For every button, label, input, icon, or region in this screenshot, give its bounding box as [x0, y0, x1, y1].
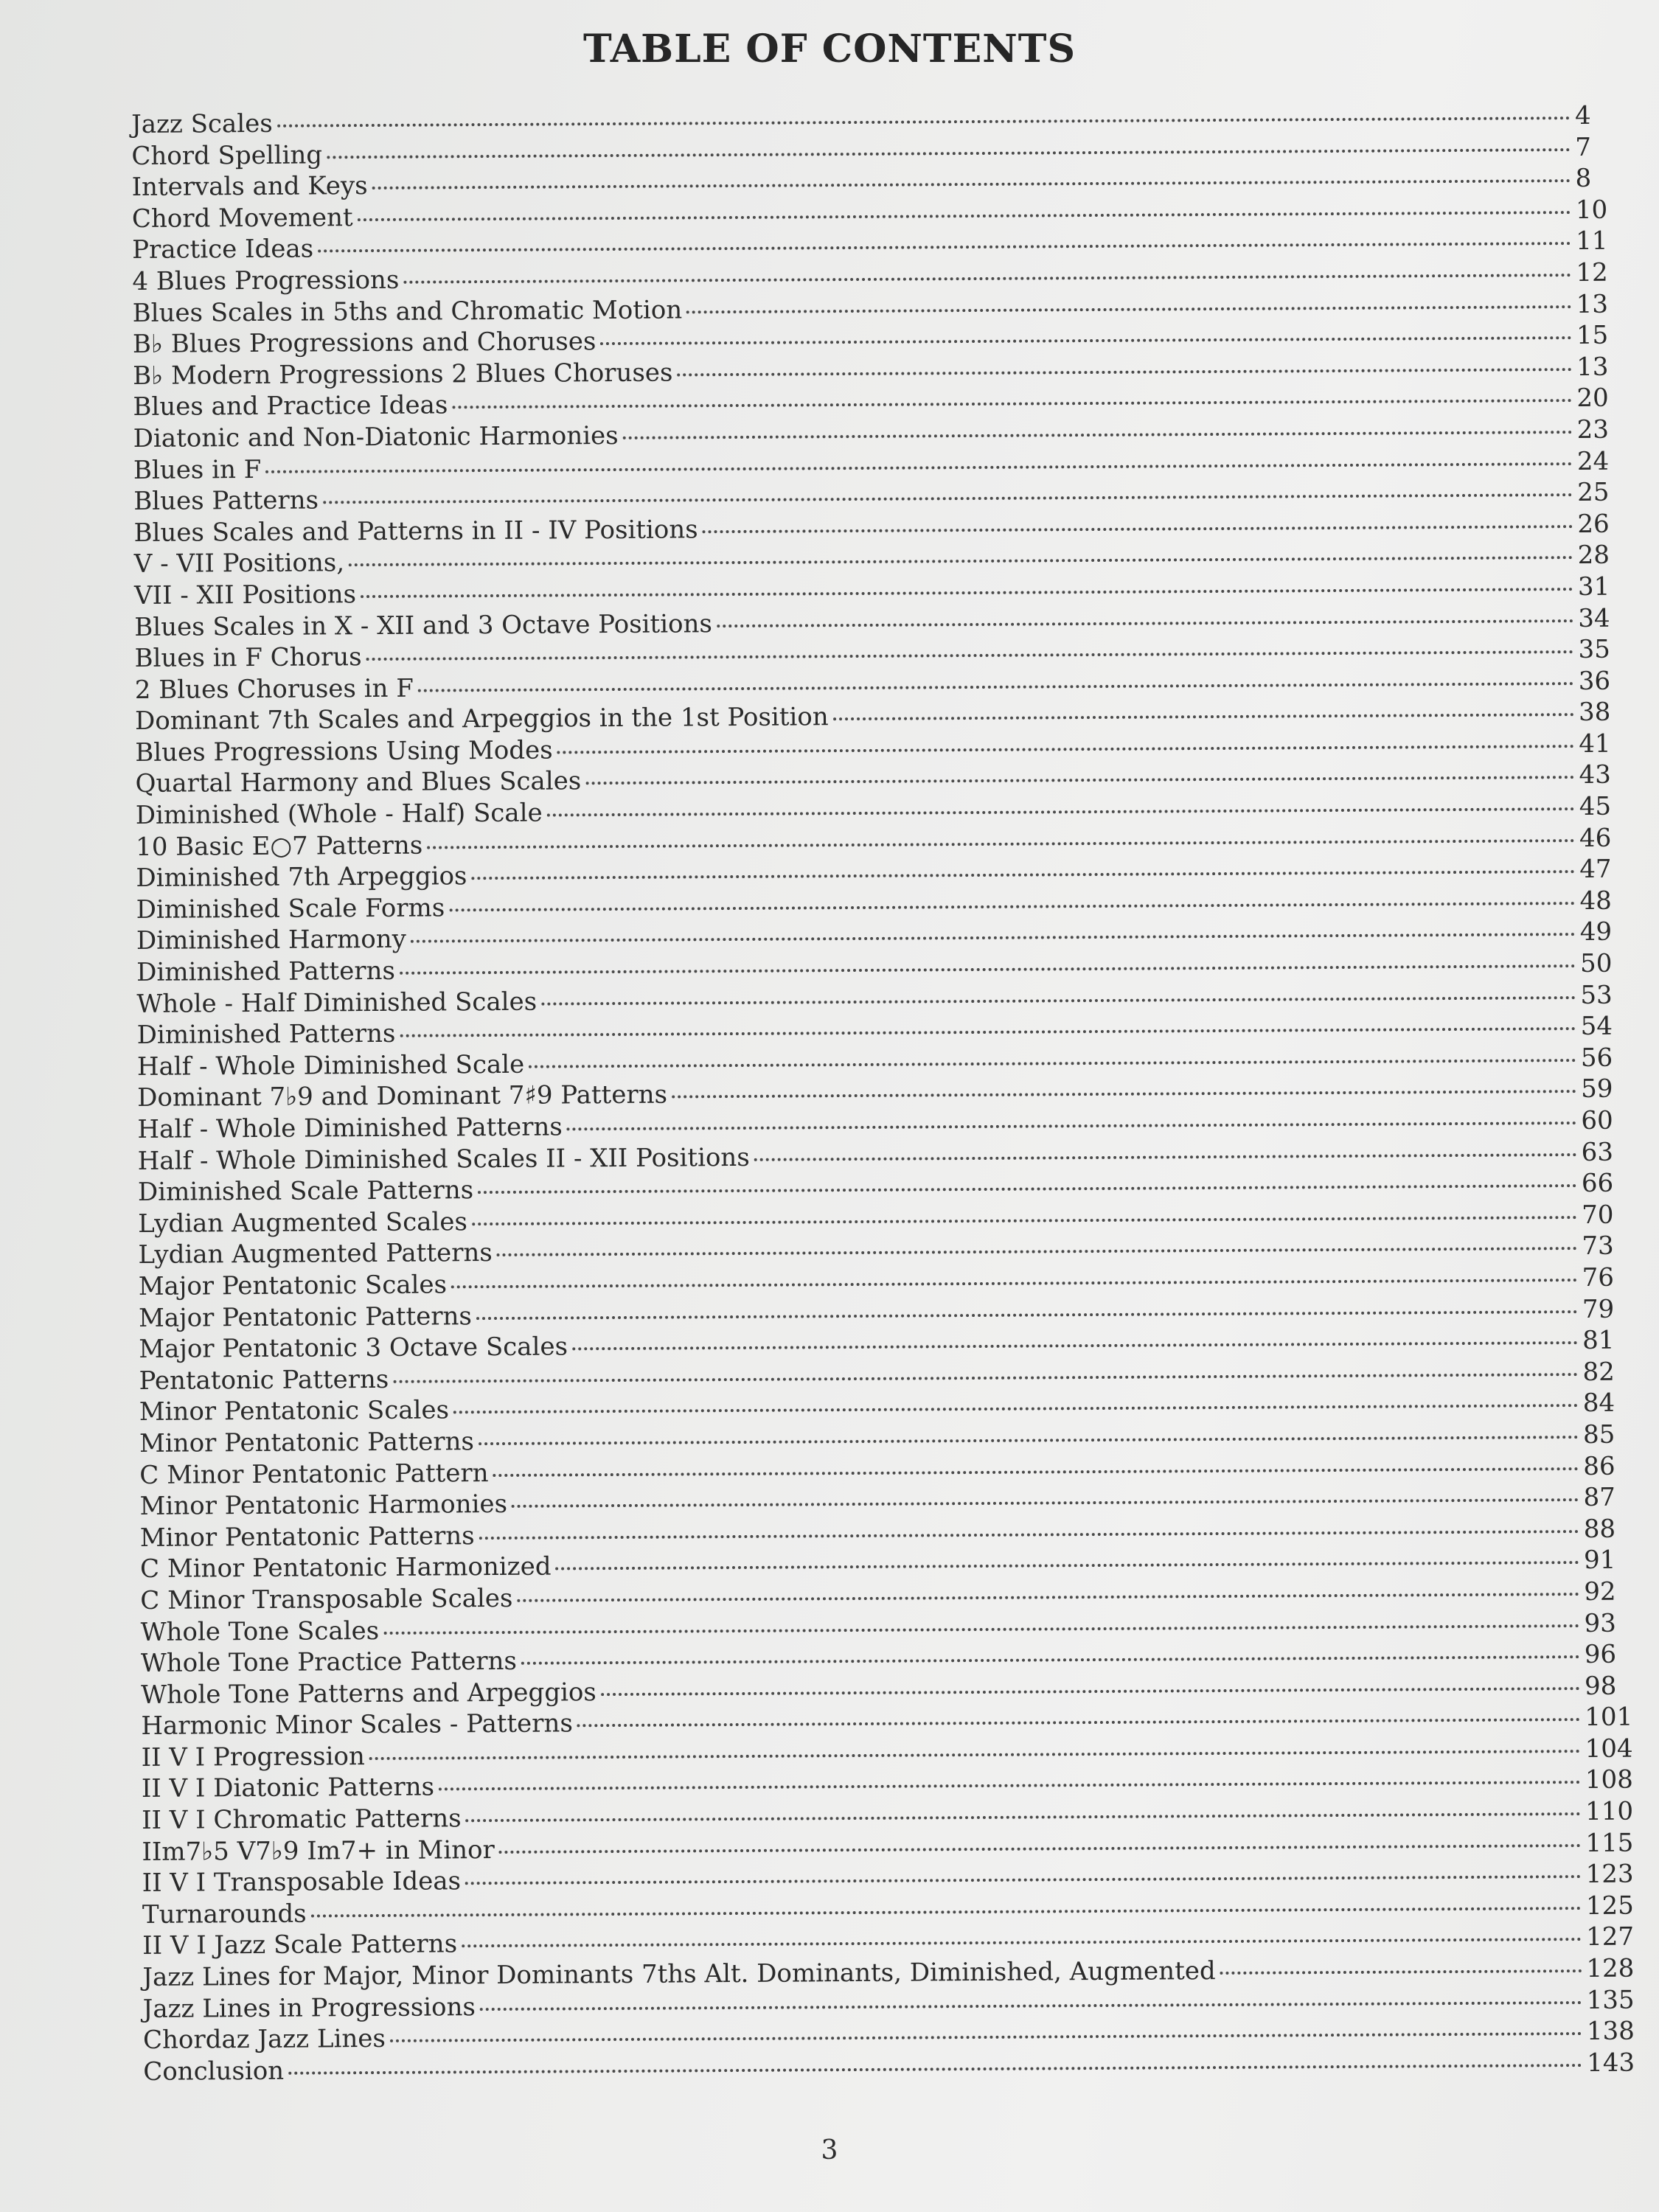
- toc-entry-title: Pentatonic Patterns: [139, 1364, 389, 1396]
- toc-entry-page: 26: [1577, 509, 1610, 539]
- dot-leader: [529, 1059, 1576, 1068]
- toc-entry-title: Minor Pentatonic Harmonies: [139, 1489, 508, 1522]
- dot-leader: [323, 493, 1573, 504]
- toc-entry-page: 46: [1579, 823, 1612, 853]
- dot-leader: [358, 211, 1571, 221]
- toc-entry-page: 104: [1585, 1733, 1633, 1764]
- dot-leader: [465, 1875, 1582, 1885]
- toc-entry-title: Blues and Practice Ideas: [133, 390, 448, 422]
- toc-entry-title: Dominant 7♭9 and Dominant 7♯9 Patterns: [137, 1079, 668, 1113]
- dot-leader: [439, 1781, 1581, 1791]
- toc-entry-page: 76: [1582, 1262, 1615, 1293]
- toc-entry-title: V - VII Positions,: [133, 548, 345, 580]
- toc-entry-page: 45: [1579, 791, 1612, 822]
- toc-entry-page: 7: [1575, 132, 1592, 162]
- dot-leader: [311, 1907, 1582, 1918]
- toc-entry-title: Half - Whole Diminished Scale: [136, 1049, 525, 1082]
- toc-entry-page: 138: [1586, 2016, 1635, 2047]
- dot-leader: [547, 807, 1575, 817]
- toc-entry-title: Half - Whole Diminished Patterns: [137, 1112, 563, 1144]
- dot-leader: [390, 2032, 1582, 2042]
- toc-entry-page: 70: [1582, 1200, 1614, 1230]
- dot-leader: [449, 902, 1575, 911]
- toc-entry-page: 53: [1580, 980, 1613, 1010]
- toc-entry-page: 50: [1579, 948, 1613, 979]
- toc-entry-title: II V I Chromatic Patterns: [142, 1804, 462, 1836]
- dot-leader: [478, 1184, 1577, 1194]
- toc-entry-page: 81: [1582, 1325, 1615, 1356]
- dot-leader: [403, 274, 1571, 284]
- toc-entry-page: 123: [1585, 1859, 1634, 1890]
- dot-leader: [383, 1624, 1579, 1635]
- toc-entry-page: 56: [1580, 1043, 1613, 1073]
- toc-entry-title: B♭ Blues Progressions and Choruses: [132, 327, 597, 360]
- dot-leader: [493, 1467, 1579, 1477]
- dot-leader: [521, 1655, 1580, 1665]
- toc-entry-title: Minor Pentatonic Patterns: [139, 1520, 475, 1553]
- dot-leader: [472, 1216, 1577, 1225]
- toc-entry-title: 4 Blues Progressions: [132, 265, 400, 296]
- toc-entry-page: 125: [1585, 1891, 1634, 1921]
- toc-entry-title: 2 Blues Choruses in F: [134, 673, 414, 705]
- dot-leader: [601, 1687, 1580, 1696]
- toc-entry-page: 8: [1575, 164, 1592, 194]
- toc-entry-page: 88: [1583, 1514, 1616, 1544]
- dot-leader: [393, 1373, 1578, 1383]
- toc-entry-page: 110: [1585, 1796, 1634, 1827]
- dot-leader: [677, 368, 1572, 376]
- toc-entry-title: Chord Movement: [131, 202, 353, 234]
- toc-entry-page: 28: [1577, 540, 1610, 571]
- toc-entry-page: 101: [1585, 1702, 1633, 1733]
- toc-entry-title: Diminished (Whole - Half) Scale: [135, 798, 543, 831]
- dot-leader: [411, 933, 1576, 943]
- toc-entry-title: Diminished Patterns: [136, 956, 396, 988]
- toc-entry-title: Major Pentatonic 3 Octave Scales: [139, 1332, 568, 1365]
- toc-entry-title: Diminished Scale Patterns: [137, 1175, 474, 1208]
- toc-entry-title: Jazz Scales: [131, 108, 273, 139]
- dot-leader: [480, 2001, 1582, 2011]
- toc-entry-page: 82: [1582, 1357, 1615, 1387]
- toc-entry-title: Harmonic Minor Scales - Patterns: [141, 1708, 573, 1742]
- toc-entry-title: Whole - Half Diminished Scales: [136, 987, 538, 1019]
- dot-leader: [369, 1750, 1581, 1760]
- toc-entry-title: Blues Scales and Patterns in II - IV Positions: [133, 515, 698, 548]
- toc-entry-page: 73: [1582, 1231, 1614, 1262]
- toc-entry-page: 91: [1583, 1545, 1616, 1576]
- toc-entry-page: 31: [1577, 571, 1610, 602]
- toc-entry-page: 87: [1583, 1482, 1615, 1513]
- dot-leader: [686, 305, 1572, 313]
- toc-entry-title: Chord Spelling: [131, 140, 323, 171]
- toc-entry-page: 85: [1582, 1419, 1615, 1450]
- toc-entry-page: 48: [1579, 886, 1612, 916]
- toc-entry-title: Blues Scales in 5ths and Chromatic Motion: [132, 295, 683, 328]
- dot-leader: [672, 1090, 1576, 1098]
- toc-entry-page: 54: [1580, 1011, 1613, 1042]
- toc-entry-page: 11: [1576, 226, 1608, 257]
- dot-leader: [288, 2064, 1582, 2075]
- toc-entry-title: C Minor Transposable Scales: [140, 1583, 513, 1615]
- toc-entry-title: Turnarounds: [142, 1899, 307, 1930]
- toc-entry-title: Chordaz Jazz Lines: [142, 2024, 386, 2056]
- toc-entry-page: 43: [1579, 760, 1611, 790]
- dot-leader: [400, 1027, 1576, 1037]
- toc-entry-page: 35: [1578, 634, 1610, 665]
- toc-entry-title: Practice Ideas: [132, 234, 314, 265]
- dot-leader: [623, 431, 1573, 439]
- toc-entry-page: 41: [1579, 728, 1611, 759]
- toc-entry-title: VII - XII Positions: [133, 580, 357, 611]
- toc-entry-title: Lydian Augmented Patterns: [138, 1238, 493, 1270]
- toc-entry-page: 93: [1584, 1608, 1616, 1638]
- toc-entry-title: Minor Pentatonic Patterns: [139, 1427, 475, 1458]
- toc-entry-title: II V I Diatonic Patterns: [141, 1773, 435, 1804]
- toc-entry-title: II V I Transposable Ideas: [142, 1866, 462, 1899]
- toc-entry-title: Intervals and Keys: [131, 171, 368, 203]
- dot-leader: [1220, 1969, 1582, 1975]
- dot-leader: [265, 462, 1573, 473]
- toc-entry-page: 98: [1584, 1671, 1617, 1701]
- toc-entry-title: C Minor Pentatonic Pattern: [139, 1458, 489, 1490]
- dot-leader: [517, 1593, 1579, 1602]
- footer-page-number: 3: [821, 2135, 838, 2166]
- toc-entry-title: Dominant 7th Scales and Arpeggios in the 1st Position: [134, 702, 829, 737]
- toc-entry-page: 143: [1587, 2048, 1635, 2078]
- toc-entry-page: 25: [1577, 477, 1610, 508]
- toc-entry-title: Quartal Harmony and Blues Scales: [135, 766, 582, 799]
- dot-leader: [366, 650, 1574, 661]
- toc-entry-page: 15: [1576, 320, 1609, 351]
- toc-entry-page: 24: [1576, 446, 1610, 476]
- toc-entry-page: 38: [1578, 698, 1611, 728]
- toc-entry-page: 79: [1582, 1294, 1615, 1324]
- dot-leader: [497, 1247, 1578, 1256]
- toc-entry-page: 49: [1579, 917, 1613, 947]
- dot-leader: [703, 525, 1573, 533]
- dot-leader: [462, 1938, 1582, 1947]
- toc-entry-page: 13: [1576, 352, 1609, 382]
- toc-entry-title: II V I Progression: [141, 1741, 365, 1773]
- toc-entry-title: Whole Tone Practice Patterns: [140, 1646, 518, 1679]
- dot-leader: [600, 336, 1572, 345]
- toc-entry-page: 47: [1579, 855, 1612, 885]
- toc-entry-page: 63: [1581, 1137, 1614, 1167]
- dot-leader: [556, 1561, 1580, 1570]
- toc-entry-title: 10 Basic E○7 Patterns: [135, 830, 423, 862]
- toc-entry-page: 115: [1585, 1828, 1634, 1858]
- toc-entry-title: Jazz Lines for Major, Minor Dominants 7ths Alt. Dominants, Diminished, Augmented: [142, 1956, 1216, 1992]
- toc-entry-page: 59: [1581, 1074, 1613, 1105]
- toc-entry-page: 66: [1581, 1168, 1614, 1199]
- toc-entry-page: 13: [1576, 289, 1609, 319]
- toc-entry-title: Half - Whole Diminished Scales II - XII Positions: [137, 1142, 750, 1176]
- dot-leader: [585, 776, 1574, 785]
- dot-leader: [717, 619, 1573, 627]
- toc-entry-title: Diminished 7th Arpeggios: [136, 861, 467, 894]
- toc-entry-title: C Minor Pentatonic Harmonized: [139, 1551, 552, 1585]
- toc-entry-title: Diminished Scale Forms: [136, 893, 445, 925]
- dot-leader: [567, 1121, 1577, 1130]
- dot-leader: [479, 1436, 1579, 1445]
- toc-entry-title: Blues Scales in X - XII and 3 Octave Positions: [134, 608, 712, 642]
- toc-entry-title: Minor Pentatonic Scales: [139, 1395, 450, 1427]
- toc-entry-page: 4: [1574, 100, 1591, 131]
- dot-leader: [277, 116, 1571, 128]
- toc-entry-title: Blues Patterns: [133, 485, 319, 517]
- dot-leader: [479, 1530, 1579, 1540]
- toc-entry-title: Whole Tone Patterns and Arpeggios: [141, 1677, 597, 1710]
- toc-entry-title: Lydian Augmented Scales: [138, 1207, 468, 1239]
- dot-leader: [451, 1279, 1578, 1288]
- page-title: TABLE OF CONTENTS: [582, 27, 1077, 72]
- toc-entry-page: 23: [1576, 414, 1610, 445]
- dot-leader: [452, 399, 1572, 408]
- toc-entry-page: 108: [1585, 1765, 1633, 1795]
- toc-entry-page: 128: [1586, 1953, 1635, 1984]
- toc-entry-page: 86: [1583, 1451, 1615, 1481]
- toc-entry-title: Blues in F Chorus: [134, 642, 362, 674]
- toc-entry-title: Major Pentatonic Scales: [138, 1270, 448, 1301]
- dot-leader: [466, 1812, 1582, 1822]
- dot-leader: [541, 996, 1576, 1006]
- toc-entry-title: Major Pentatonic Patterns: [138, 1301, 473, 1333]
- toc-entry-title: II V I Jazz Scale Patterns: [142, 1929, 458, 1961]
- toc-entry-title: Diminished Patterns: [136, 1019, 396, 1051]
- toc-entry-title: Whole Tone Scales: [140, 1615, 380, 1647]
- toc-entry-page: 127: [1586, 1922, 1635, 1952]
- dot-leader: [349, 556, 1573, 566]
- toc-entry-title: B♭ Modern Progressions 2 Blues Choruses: [133, 358, 673, 391]
- dot-leader: [453, 1404, 1579, 1413]
- table-of-contents: [131, 100, 1659, 2087]
- dot-leader: [327, 148, 1571, 159]
- dot-leader: [318, 242, 1571, 252]
- dot-leader: [418, 682, 1574, 692]
- toc-entry-page: 92: [1584, 1576, 1616, 1607]
- dot-leader: [577, 1718, 1581, 1727]
- dot-leader: [557, 745, 1575, 754]
- toc-entry-page: 135: [1586, 1985, 1635, 2015]
- toc-entry-title: Conclusion: [143, 2056, 285, 2087]
- toc-entry-title: Blues Progressions Using Modes: [135, 735, 553, 768]
- toc-entry-title: Diatonic and Non-Diatonic Harmonies: [133, 420, 619, 453]
- toc-entry-page: 84: [1582, 1388, 1615, 1419]
- toc-entry-title: Diminished Harmony: [136, 925, 407, 956]
- dot-leader: [572, 1341, 1578, 1350]
- toc-entry-page: 36: [1578, 666, 1611, 696]
- dot-leader: [471, 870, 1575, 880]
- dot-leader: [754, 1153, 1577, 1161]
- toc-entry-title: Blues in F: [133, 454, 262, 485]
- dot-leader: [361, 588, 1573, 598]
- dot-leader: [400, 964, 1576, 975]
- dot-leader: [499, 1844, 1582, 1854]
- dot-leader: [512, 1498, 1579, 1508]
- toc-entry-page: 12: [1576, 257, 1608, 288]
- toc-entry-title: Jazz Lines in Progressions: [142, 1992, 476, 2024]
- toc-entry-title: IIm7♭5 V7♭9 Im7+ in Minor: [142, 1834, 495, 1867]
- dot-leader: [372, 179, 1571, 189]
- toc-entry-page: 60: [1581, 1105, 1613, 1136]
- dot-leader: [833, 713, 1574, 720]
- dot-leader: [476, 1310, 1578, 1320]
- toc-entry-page: 10: [1575, 195, 1608, 225]
- toc-entry-page: 34: [1578, 603, 1610, 633]
- dot-leader: [427, 839, 1575, 849]
- toc-entry-page: 96: [1584, 1639, 1617, 1670]
- toc-entry-page: 20: [1576, 383, 1609, 414]
